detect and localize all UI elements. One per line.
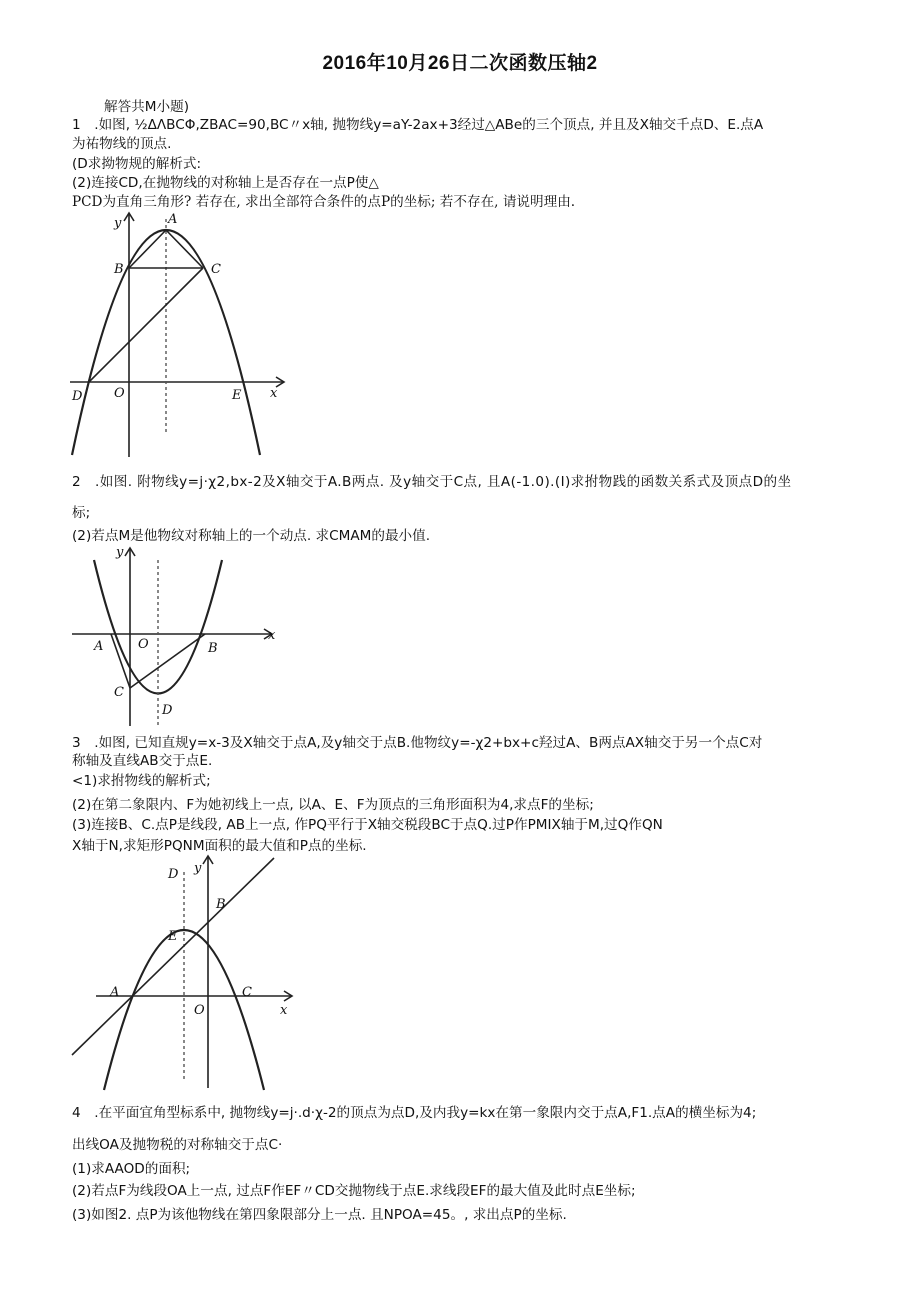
q2-label-d: D (162, 703, 173, 718)
q4-line-3: (1)求AAOD的面积; (72, 1161, 191, 1177)
q3-label-d: D (168, 867, 179, 882)
q1-label-e: E (232, 388, 242, 403)
q2-label-x: x (268, 628, 276, 643)
q3-line-4: (2)在第二象限内、F为她初线上一点, 以A、E、F为顶点的三角形面积为4,求点F的坐标; (72, 797, 594, 813)
q3-line-5: (3)连接B、C.点P是线段, AB上一点, 作PQ平行于X轴交税段BC于点Q.过P作PMIX轴于M,过Q作QN (72, 817, 663, 833)
q1-figure (62, 205, 302, 465)
q2-line-3: (2)若点M是他物纹对称轴上的一个动点. 求CMAM的最小值. (72, 528, 431, 544)
q2-figure (66, 540, 286, 730)
q1-segment-ab (129, 230, 166, 268)
q3-label-e: E (168, 929, 178, 944)
q3-label-b: B (216, 897, 226, 912)
q3-label-x: x (280, 1003, 288, 1018)
q3-label-y: y (194, 861, 202, 876)
q3-line-3: <1)求拊物线的解析式; (72, 773, 211, 789)
q1-line-4: (2)连接CD,在抛物线的对称轴上是否存在一点P使△ (72, 175, 379, 191)
q1-line-1: 1 .如图, ½ΔΛBCΦ,ZBAC=90,BC〃x轴, 抛物线y=aY-2ax+3经过△ABe的三个顶点, 并且及X轴交千点D、E.点A (72, 117, 764, 133)
q3-line-1: 3 .如图, 已知直规y=x-3及X轴交于点A,及y轴交于点B.他物纹y=-χ2+bx+c羟过A、B两点AX轴交于另一个点C对 (72, 735, 763, 751)
q3-line-6: X轴于N,求矩形PQNM面积的最大值和P点的坐标. (72, 838, 367, 854)
q4-line-4: (2)若点F为线段OA上一点, 过点F作EF〃CD交抛物线于点E.求线段EF的最大值及此时点E坐标; (72, 1183, 636, 1199)
q3-figure (66, 850, 306, 1090)
q1-label-d: D (72, 389, 83, 404)
q3-label-c: C (242, 985, 252, 1000)
q3-line-ab (72, 858, 274, 1055)
q2-line-2: 标; (72, 505, 91, 521)
q2-label-a: A (94, 639, 104, 654)
q3-label-a: A (110, 985, 120, 1000)
q1-line-2: 为祐物线的顶点. (72, 136, 172, 152)
q3-label-o: O (194, 1003, 205, 1018)
q1-segment-ac (166, 230, 203, 268)
q1-label-x: x (270, 386, 278, 401)
q2-label-b: B (208, 641, 218, 656)
q1-label-b: B (114, 262, 124, 277)
q4-line-5: (3)如图2. 点P为该他物线在第四象限部分上一点. 且NPOA=45。, 求出点P的坐标. (72, 1207, 567, 1223)
q2-line-1: 2 .如图. 附物线y=j·χ2,bx-2及X轴交于A.B两点. 及y轴交于C点, 且A(-1.0).(I)求拊物践的函数关系式及顶点D的坐 (72, 474, 792, 490)
q1-segment-cd (89, 268, 203, 382)
q3-line-2: 称轴及直线AB交于点E. (72, 753, 213, 769)
q1-label-c: C (211, 262, 221, 277)
q2-label-c: C (114, 685, 124, 700)
intro-text: 解答共M小题) (104, 99, 190, 115)
q1-line-3: (D求拗物规的解析式: (72, 156, 202, 172)
q4-line-1: 4 .在平面宜角型标系中, 抛物线y=j·.d·χ-2的顶点为点D,及内我y=kx在第一象限内交于点A,F1.点A的横坐标为4; (72, 1105, 757, 1121)
q4-line-2: 出线OA及抛物税的对称轴交于点C· (72, 1137, 283, 1153)
q1-label-a: A (168, 212, 178, 227)
q1-line-5: PCD为直角三角形? 若存在, 求出全部符合条件的点P的坐标; 若不存在, 请说明理由. (72, 194, 576, 210)
q1-label-y: y (114, 216, 122, 231)
q1-label-o: O (114, 386, 125, 401)
page-title: 2016年10月26日二次函数压轴2 (322, 53, 598, 74)
q2-label-y: y (116, 545, 124, 560)
q2-label-o: O (138, 637, 149, 652)
